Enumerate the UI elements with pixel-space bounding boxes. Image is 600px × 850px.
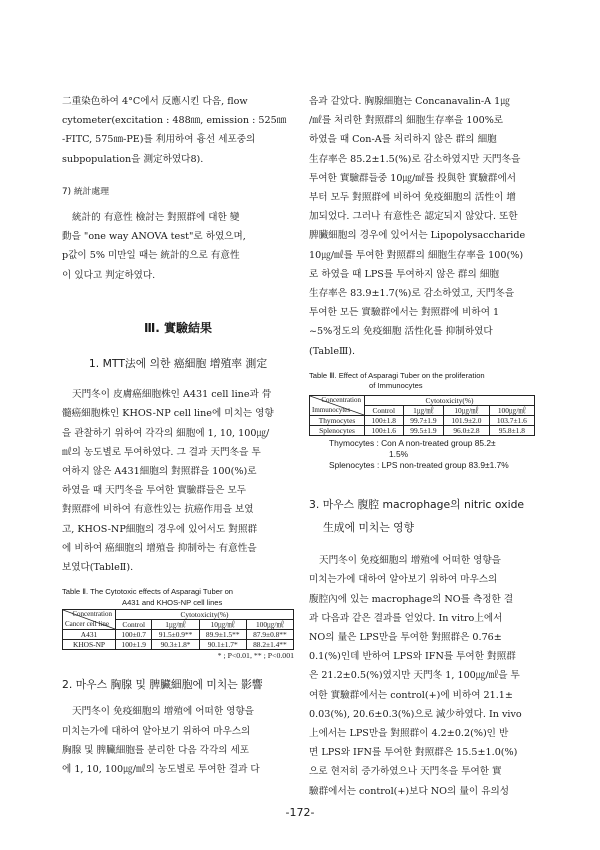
table2-cell: 100±0.7 bbox=[116, 630, 152, 640]
table3-col-header: 10㎍/㎖ bbox=[444, 405, 489, 415]
table2-cell: 90.1±1.7* bbox=[199, 640, 246, 650]
table2-row-label: KHOS-NP bbox=[63, 640, 116, 650]
text-line: 에 1, 10, 100㎍/㎖의 농도별로 투여한 결과 다 bbox=[62, 764, 260, 776]
table3-row-label: Thymocytes bbox=[310, 415, 365, 425]
text-line: 驗群에서는 control(+)보다 NO의 量이 유의성 bbox=[309, 785, 510, 797]
table2-corner-cell bbox=[63, 610, 116, 630]
table2-col-header: Control bbox=[116, 620, 152, 630]
table3-corner-top: Concentration bbox=[321, 395, 361, 404]
text-line: 보였다(TableⅡ). bbox=[62, 562, 134, 574]
text-line: 여한 實驗群에서는 control(+)에 비하여 21.1± bbox=[309, 689, 513, 701]
text-line: (TableⅢ). bbox=[309, 345, 356, 357]
text-line: 胸腺 및 脾臟細胞를 분리한 다음 각각의 세포 bbox=[62, 744, 250, 756]
text-line: 二重染色하여 4°C에서 反應시킨 다음, flow bbox=[62, 96, 248, 107]
text-line: 脾臟細胞의 경우에 있어서는 Lipopolysaccharide bbox=[309, 230, 526, 242]
table2 bbox=[62, 609, 294, 650]
table2-cell: 100±1.9 bbox=[116, 640, 152, 650]
right-paragraph-macrophage bbox=[309, 551, 541, 801]
text-line: /㎖를 처리한 對照群의 細胞生存率을 100%로 bbox=[309, 115, 504, 127]
text-line: 에 비하여 癌細胞의 增殖을 抑制하는 有意性을 bbox=[62, 542, 257, 554]
table-row bbox=[310, 415, 535, 425]
subheading-mtt: 1. MTT法에 의한 癌細胞 增殖率 測定 bbox=[88, 357, 268, 371]
text-line: 髓癌細胞株인 KHOS-NP cell line에 미치는 영향 bbox=[62, 408, 274, 420]
right-column bbox=[309, 92, 541, 801]
subheading-statistics: 7) 統計處理 bbox=[62, 186, 110, 197]
table2-row-label: A431 bbox=[63, 630, 116, 640]
text-line: 을 관찰하기 위하여 각각의 細胞에 1, 10, 100㎍/ bbox=[62, 427, 270, 439]
text-line: 生存率은 83.9±1.7(%)로 감소하였고, 天門冬을 bbox=[309, 288, 515, 300]
text-line: 天門冬이 皮膚癌細胞株인 A431 cell line과 骨 bbox=[72, 389, 272, 401]
text-line: NO의 量은 LPS만을 투여한 對照群은 0.76± bbox=[309, 632, 502, 644]
table3-note-thymocytes: Thymocytes : Con A non-treated group 85.2± bbox=[329, 437, 496, 448]
text-line: subpopulation을 測定하였다8). bbox=[62, 153, 204, 165]
table-row bbox=[63, 630, 294, 640]
text-line: ~5%정도의 免疫細胞 活性化를 抑制하였다 bbox=[309, 326, 493, 338]
text-line: 은 21.2±0.5(%)였지만 天門冬 1, 100㎍/㎖을 투 bbox=[309, 670, 520, 682]
text-line: 미치는가에 대하여 알아보기 위하여 마우스의 bbox=[62, 725, 251, 737]
table3-notes bbox=[309, 438, 541, 471]
table-row bbox=[310, 425, 535, 435]
text-line: 0.03(%), 20.6±0.3(%)으로 減少하였다. In vivo bbox=[309, 708, 522, 720]
table3-col-header: 100㎍/㎖ bbox=[489, 405, 534, 415]
text-line: 면 LPS와 IFN를 투여한 對照群은 15.5±1.0(%) bbox=[309, 747, 518, 759]
table2-col-header: 10㎍/㎖ bbox=[199, 620, 246, 630]
table2-note: * ; P<0.01, ** ; P<0.001 bbox=[217, 651, 294, 661]
table2-group-header: Cytotoxicity(%) bbox=[116, 610, 294, 620]
table3-cell: 99.7±1.9 bbox=[403, 415, 444, 425]
text-line: ㎖의 농도별로 투여하였다. 그 결과 天門冬을 투 bbox=[62, 446, 261, 458]
text-line: 生存率은 85.2±1.5(%)로 감소하였지만 天門冬을 bbox=[309, 153, 521, 165]
table2-cell: 89.9±1.5** bbox=[199, 630, 246, 640]
table3-col-header: 1㎍/㎖ bbox=[403, 405, 444, 415]
text-line: 하였을 때 Con-A를 처리하지 않은 群의 細胞 bbox=[309, 134, 497, 146]
left-paragraph-statistics bbox=[62, 208, 294, 285]
table2-cell: 91.5±0.9** bbox=[152, 630, 199, 640]
table3-corner-cell bbox=[310, 395, 365, 415]
text-line: 부터 모두 對照群에 비하여 免疫細胞의 活性이 增 bbox=[309, 192, 516, 204]
text-line: 과 다음과 같은 결과를 얻었다. In vitro上에서 bbox=[309, 612, 503, 624]
text-line: cytometer(excitation : 488㎚, emission : 525㎚ bbox=[62, 115, 287, 127]
right-paragraph-immune bbox=[309, 92, 541, 361]
text-line: 미치는가에 대하여 알아보기 위하여 마우스의 bbox=[309, 574, 498, 586]
table2-corner-top: Concentration bbox=[72, 610, 112, 619]
text-line: 動을 "one way ANOVA test"로 하였으며, bbox=[62, 231, 246, 243]
table2-cell: 88.2±1.4** bbox=[246, 640, 293, 650]
subheading-macrophage-line1: 3. 마우스 腹腔 macrophage의 nitric oxide bbox=[309, 497, 525, 511]
table3-note-splenocytes: Splenocytes : LPS non-treated group 83.9±1.7% bbox=[329, 459, 509, 470]
text-line: 고, KHOS-NP細胞의 경우에 있어서도 對照群 bbox=[62, 523, 258, 535]
table2-caption-line1: Table Ⅱ. The Cytotoxic effects of Asparagi Tuber on bbox=[62, 587, 234, 597]
text-line: 對照群에 비하여 有意性있는 抗癌作用을 보였 bbox=[62, 504, 254, 516]
page-number: -172- bbox=[285, 806, 315, 819]
left-paragraph-methods-end bbox=[62, 92, 294, 169]
text-line: 10㎍/㎖를 투여한 對照群의 細胞生存率을 100(%) bbox=[309, 249, 524, 261]
text-line: 加되었다. 그러나 有意性은 認定되지 않았다. 또한 bbox=[309, 211, 518, 223]
text-line: 음과 같았다. 胸腺細胞는 Concanavalin-A 1㎍ bbox=[309, 96, 510, 107]
table3-corner-bottom: Immunocytes bbox=[312, 405, 351, 414]
subheading-thymus-spleen: 2. 마우스 胸腺 및 脾臟細胞에 미치는 影響 bbox=[62, 678, 263, 692]
section-heading-results: Ⅲ. 實驗結果 bbox=[143, 320, 213, 335]
table2-cell: 87.9±0.8** bbox=[246, 630, 293, 640]
text-line: 上에서는 LPS만을 對照群이 4.2±0.2(%)인 반 bbox=[309, 728, 509, 740]
table3-caption-line2: of Immunocytes bbox=[369, 381, 423, 391]
table3-caption-line1: Table Ⅲ. Effect of Asparagi Tuber on the proliferation bbox=[309, 370, 485, 380]
left-paragraph-immune bbox=[62, 702, 294, 779]
table3-row-label: Splenocytes bbox=[310, 425, 365, 435]
table3-cell: 100±1.8 bbox=[365, 415, 404, 425]
table3-group-header: Cytotoxicity(%) bbox=[365, 395, 535, 405]
table3-cell: 95.8±1.8 bbox=[489, 425, 534, 435]
text-line: 여하지 않은 A431細胞의 對照群을 100(%)로 bbox=[62, 466, 257, 478]
table2-col-header: 100㎍/㎖ bbox=[246, 620, 293, 630]
table3-cell: 99.5±1.9 bbox=[403, 425, 444, 435]
table2-caption-line2: A431 and KHOS-NP cell lines bbox=[122, 597, 223, 607]
table3-cell: 103.7±1.6 bbox=[489, 415, 534, 425]
text-line: 統計的 有意性 檢討는 對照群에 대한 變 bbox=[72, 212, 240, 224]
text-line: 으로 현저히 증가하였으나 天門冬을 투여한 實 bbox=[309, 766, 502, 778]
subheading-macrophage-line2: 生成에 미치는 영향 bbox=[323, 521, 415, 535]
table3 bbox=[309, 395, 535, 436]
text-line: 투여한 實驗群들중 10㎍/㎖를 投與한 實驗群에서 bbox=[309, 172, 516, 184]
table2-cell: 90.3±1.8* bbox=[152, 640, 199, 650]
text-line: p값이 5% 미만일 때는 統計的으로 有意性 bbox=[62, 250, 240, 262]
left-column bbox=[62, 92, 294, 779]
table2-corner-bottom: Cancer cell line bbox=[65, 620, 109, 629]
left-paragraph-mtt bbox=[62, 385, 294, 577]
text-line: 투여한 모든 實驗群에서는 對照群에 비하여 1 bbox=[309, 307, 500, 319]
table3-cell: 101.9±2.0 bbox=[444, 415, 489, 425]
text-line: -FITC, 575㎚-PE)를 利用하여 흉선 세포중의 bbox=[62, 134, 256, 146]
text-line: 天門冬이 免疫細胞의 增殖에 어떠한 영향을 bbox=[319, 555, 501, 567]
table2-col-header: 1㎍/㎖ bbox=[152, 620, 199, 630]
text-line: 天門冬이 免疫細胞의 增殖에 어떠한 영향을 bbox=[72, 706, 254, 718]
table-row bbox=[63, 640, 294, 650]
text-line: 0.1(%)인데 반하여 LPS와 IFN를 투여한 對照群 bbox=[309, 651, 516, 663]
table3-note-thymocytes-cont: 1.5% bbox=[389, 448, 409, 459]
text-line: 로 하였을 때 LPS를 투여하지 않은 群의 細胞 bbox=[309, 268, 500, 280]
table3-cell: 96.0±2.8 bbox=[444, 425, 489, 435]
text-line: 이 있다고 判定하였다. bbox=[62, 269, 156, 281]
table3-col-header: Control bbox=[365, 405, 404, 415]
text-line: 하였을 때 天門冬을 투여한 實驗群들은 모두 bbox=[62, 485, 247, 497]
text-line: 腹腔內에 있는 macrophage의 NO를 측정한 결 bbox=[309, 593, 514, 605]
table3-cell: 100±1.6 bbox=[365, 425, 404, 435]
